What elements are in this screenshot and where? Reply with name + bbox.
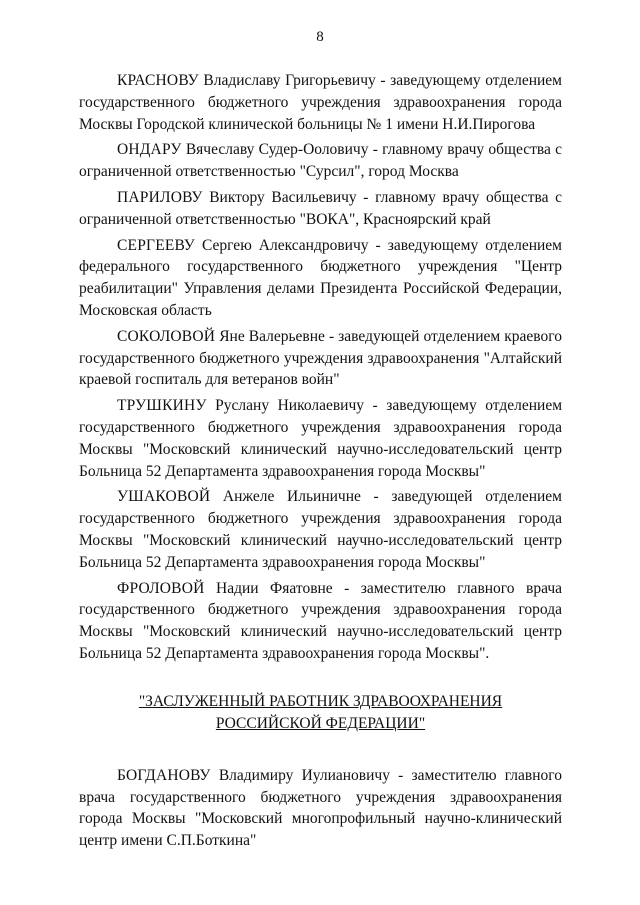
entry-text: Сергею Александровичу - заведующему отделением федерального государственного бюджетного учреждения "Центр реабилитации" Управления делами Президента Российской Федерации, Московская область — [79, 236, 562, 319]
entry-text: Руслану Николаевичу - заведующему отделением государственного бюджетного учреждения здравоохранения города Москвы "Московский клинический научно-исследовательский центр Больница 52 Департамента здравоохранения города Москвы" — [79, 397, 563, 480]
award-entry-krasnov — [79, 70, 562, 135]
entry-text: Яне Валерьевне - заведующей отделением краевого государственного бюджетного учреждения здравоохранения "Алтайский краевой госпиталь для ветеранов войн" — [79, 327, 562, 389]
award-entry-ondar — [79, 139, 562, 183]
section-title-line2: РОССИЙСКОЙ ФЕДЕРАЦИИ" — [215, 714, 426, 732]
entry-surname: СОКОЛОВОЙ — [117, 327, 216, 345]
section-title-line1: "ЗАСЛУЖЕННЫЙ РАБОТНИК ЗДРАВООХРАНЕНИЯ — [138, 692, 503, 710]
entry-surname: БОГДАНОВУ — [117, 766, 211, 784]
award-entry-bogdanov — [79, 765, 562, 852]
entry-text: Анжеле Ильиничне - заведующей отделением государственного бюджетного учреждения здравоохранения города Москвы "Московский клинический научно-исследовательский центр Больница 52 Департамента здравоохранения города Москвы" — [79, 488, 562, 571]
award-entry-parilov — [79, 187, 562, 231]
award-entry-ushakova — [79, 486, 562, 573]
award-entry-trushkin — [79, 395, 562, 482]
entry-surname: КРАСНОВУ — [117, 72, 199, 89]
entry-surname: ТРУШКИНУ — [117, 397, 207, 415]
award-entry-frolova — [79, 578, 562, 665]
entry-surname: ФРОЛОВОЙ — [117, 579, 205, 597]
entry-surname: ПАРИЛОВУ — [117, 188, 203, 206]
page-number: 8 — [316, 29, 324, 45]
award-entry-sokolova — [79, 326, 562, 391]
entry-surname: СЕРГЕЕВУ — [117, 236, 195, 254]
entry-text: Владимиру Иулиановичу - заместителю главного врача государственного бюджетного учреждения здравоохранения города Москвы "Московский многопрофильный научно-клинический центр имени С.П.Боткина" — [79, 766, 562, 850]
entry-text: Владиславу Григорьевичу - заведующему отделением государственного бюджетного учреждения здравоохранения города Москвы Городской клинической больницы № 1 имени Н.И.Пирогова — [79, 72, 562, 133]
section-title — [79, 691, 562, 735]
entry-surname: УШАКОВОЙ — [117, 488, 211, 506]
entry-text: Виктору Васильевичу - главному врачу общества с ограниченной ответственностью "ВОКА", Красноярский край — [79, 188, 563, 228]
document-body — [79, 70, 562, 856]
entry-surname: ОНДАРУ — [117, 141, 182, 159]
entry-text: Вячеславу Судер-Ооловичу - главному врачу общества с ограниченной ответственностью "Сурсил", город Москва — [79, 141, 563, 181]
award-entry-sergeev — [79, 235, 562, 322]
entry-text: Надии Фяатовне - заместителю главного врача государственного бюджетного учреждения здравоохранения города Москвы "Московский клинический научно-исследовательский центр Больница 52 Департамента здравоохранения города Москвы". — [79, 579, 562, 662]
